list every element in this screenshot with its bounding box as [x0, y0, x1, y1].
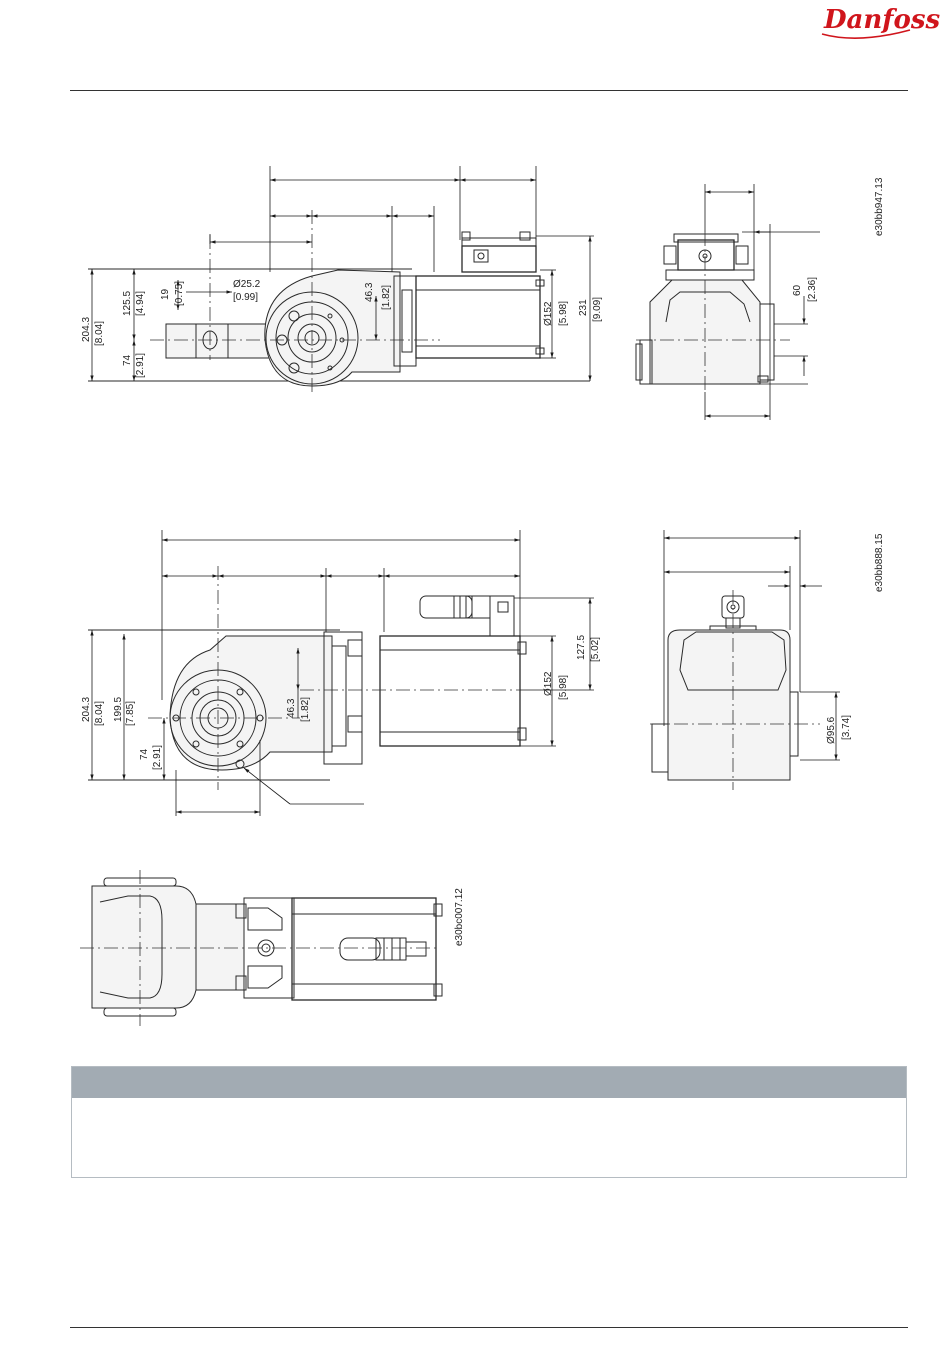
dim-f2-motor: Ø152 [543, 671, 554, 696]
dim-f1-h-upper-in: [4.94] [135, 290, 146, 316]
dim-f1-off-in: [1.82] [381, 284, 392, 310]
dim-f1-motor-in: [5.98] [558, 300, 569, 326]
dim-f2-conn: 127.5 [576, 634, 587, 660]
dim-f2-off-in: [1.82] [300, 696, 311, 722]
dim-f1-bore-in: [0.99] [233, 292, 259, 303]
dim-f1-motor: Ø152 [543, 301, 554, 326]
dim-f2-h-total: 204.3 [81, 696, 92, 722]
figure-2-end-view [650, 530, 852, 790]
dim-f1-h-motor-in: [9.09] [592, 296, 603, 322]
figure-1-end-view [636, 184, 820, 420]
dim-f1-side: 60 [792, 284, 803, 296]
dim-f2-flange: Ø95.6 [826, 716, 837, 744]
figure-1-code: e30bb947.13 [874, 177, 885, 236]
brand-text: Danfoss [824, 5, 941, 35]
dim-f1-h-upper: 125.5 [122, 290, 133, 316]
note-box [71, 1066, 907, 1178]
dim-f2-conn-in: [5.02] [590, 636, 601, 662]
dim-f2-h-mid-in: [7.85] [125, 700, 136, 726]
note-box-header [72, 1067, 906, 1098]
dim-f1-d-small: 19 [160, 288, 171, 300]
figure-2-side-view [81, 530, 601, 816]
dim-f2-h-lower: 74 [139, 748, 150, 760]
dim-f1-d-small-in: [0.75] [174, 280, 185, 306]
dim-f1-h-total-in: [8.04] [94, 320, 105, 346]
dim-f2-h-mid: 199.5 [113, 696, 124, 722]
dim-f2-motor-in: [5.98] [558, 674, 569, 700]
figure-1-side-view [81, 166, 603, 392]
figure-3-top-view [80, 870, 442, 1026]
dim-f1-bore: Ø25.2 [233, 279, 261, 290]
footer-rule [70, 1327, 908, 1328]
dim-f2-h-lower-in: [2.91] [152, 744, 163, 770]
dim-f1-off: 46.3 [364, 282, 375, 302]
dim-f2-off: 46.3 [286, 698, 297, 718]
dim-f2-flange-in: [3.74] [841, 714, 852, 740]
dim-f1-h-lower: 74 [122, 354, 133, 366]
dim-f2-h-total-in: [8.04] [94, 700, 105, 726]
dim-f1-h-lower-in: [2.91] [135, 352, 146, 378]
dim-f1-side-in: [2.36] [807, 276, 818, 302]
figure-3-code: e30bc007.12 [454, 888, 465, 946]
figure-2-code: e30bb888.15 [874, 533, 885, 592]
dim-f1-h-motor: 231 [578, 299, 589, 316]
dim-f1-h-total: 204.3 [81, 316, 92, 342]
